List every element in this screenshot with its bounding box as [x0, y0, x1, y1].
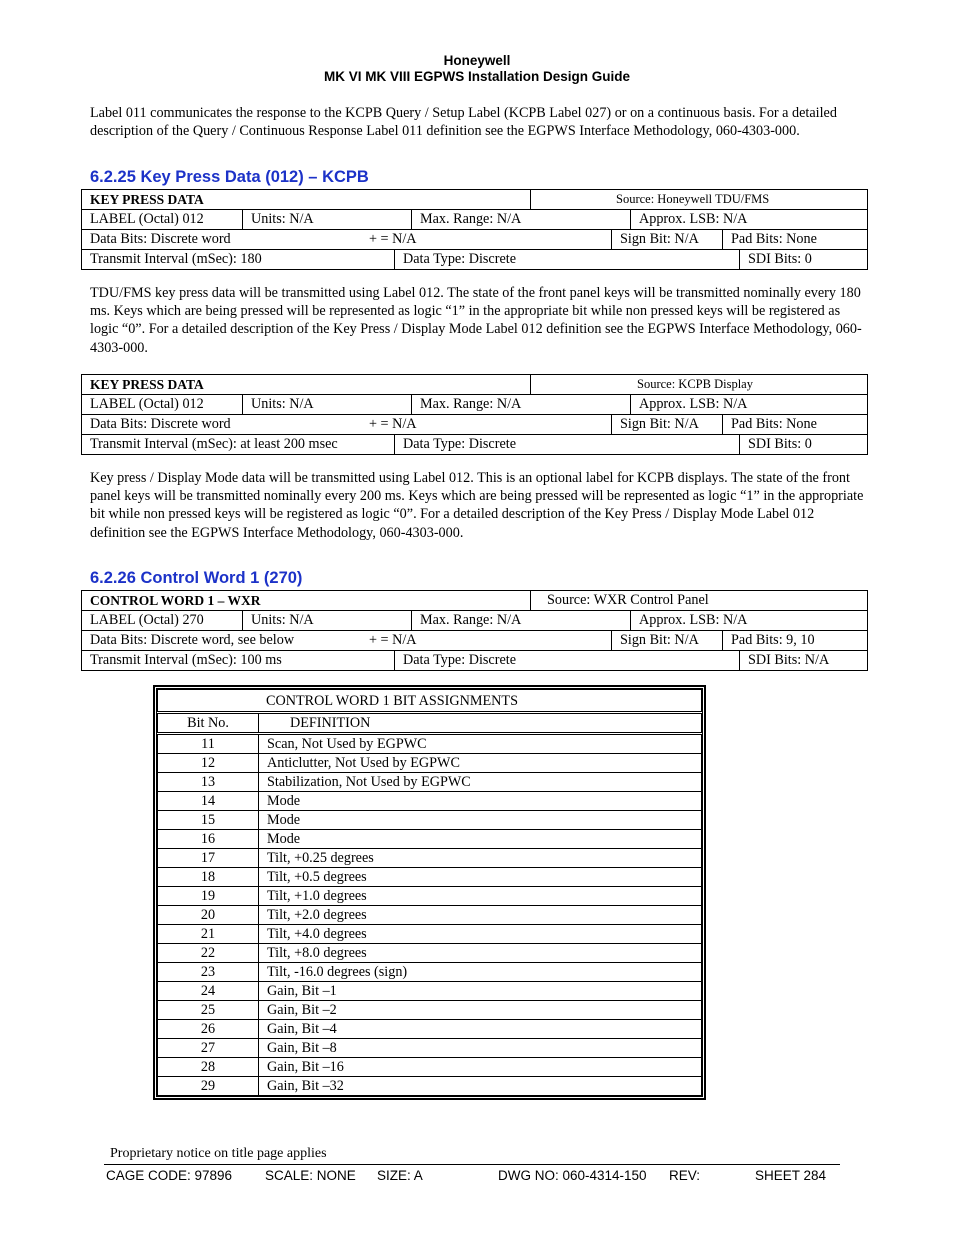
bit-number-cell: 15 — [158, 811, 259, 830]
table-row — [158, 849, 702, 868]
bit-number-cell: 25 — [158, 1001, 259, 1020]
table-transmit-interval: Transmit Interval (mSec): at least 200 msec — [82, 435, 395, 454]
table-data-bits: Data Bits: Discrete word, see below — [90, 632, 295, 648]
table-pad-bits: Pad Bits: None — [731, 416, 817, 432]
header-company: Honeywell — [443, 53, 511, 68]
table-sdi-bits: SDI Bits: 0 — [748, 436, 812, 452]
bit-definition-cell: Tilt, +4.0 degrees — [259, 925, 702, 944]
table-row — [158, 1020, 702, 1039]
bit-definition-cell: Gain, Bit –4 — [259, 1020, 702, 1039]
bit-number-cell: 14 — [158, 792, 259, 811]
header-title: MK VI MK VIII EGPWS Installation Design Guide — [323, 69, 631, 84]
bit-definition-cell: Gain, Bit –2 — [259, 1001, 702, 1020]
table-units: Units: N/A — [243, 611, 412, 630]
table-name: KEY PRESS DATA — [82, 190, 531, 209]
table-row — [158, 773, 702, 792]
bit-number-cell: 19 — [158, 887, 259, 906]
bit-number-cell: 28 — [158, 1058, 259, 1077]
bit-definition-cell: Gain, Bit –16 — [259, 1058, 702, 1077]
key-press-definition-table-1 — [81, 189, 868, 270]
table-row — [158, 944, 702, 963]
bit-definition-cell: Anticlutter, Not Used by EGPWC — [259, 754, 702, 773]
footer-size: SIZE: A — [377, 1168, 423, 1183]
table-label: LABEL (Octal) 012 — [82, 210, 243, 229]
footer-rev: REV: — [669, 1168, 701, 1183]
table-data-type: Data Type: Discrete — [395, 651, 740, 670]
table-row — [158, 792, 702, 811]
table-row — [158, 754, 702, 773]
table-source: Source: WXR Control Panel — [547, 592, 709, 608]
table-max-range: Max. Range: N/A — [412, 611, 631, 630]
table-transmit-interval: Transmit Interval (mSec): 100 ms — [82, 651, 395, 670]
table-sign-bit: Sign Bit: N/A — [612, 415, 723, 434]
bit-number-cell: 23 — [158, 963, 259, 982]
bit-number-cell: 22 — [158, 944, 259, 963]
footer-scale: SCALE: NONE — [265, 1168, 356, 1183]
table-units: Units: N/A — [243, 395, 412, 414]
definition-header: DEFINITION — [259, 713, 702, 734]
proprietary-notice: Proprietary notice on title page applies — [110, 1146, 327, 1161]
footer-dwg-no: DWG NO: 060-4314-150 — [498, 1168, 647, 1183]
key-press-paragraph-2: Key press / Display Mode data will be transmitted using Label 012. This is an optional label for KCPB displays. The state of the front panel keys will be transmitted nominally every 200 ms. Keys which are being pressed will be represented as logic “1” in the appropriate bit while non pressed keys will be registered as logic “0”. For a detailed description of the Key Press / Display Mode Label 012 definition see the EGPWS Interface Methodology, 060-4303-000. — [90, 470, 864, 541]
bit-number-cell: 26 — [158, 1020, 259, 1039]
bit-number-cell: 20 — [158, 906, 259, 925]
table-name: CONTROL WORD 1 – WXR — [82, 591, 531, 610]
table-approx-lsb: Approx. LSB: N/A — [639, 612, 748, 628]
key-press-paragraph-1: TDU/FMS key press data will be transmitted using Label 012. The state of the front panel keys will be transmitted nominally every 180 ms. Keys which are being pressed will be represented as logic “1” in the appropriate bit while non pressed keys will be registered as logic “0”. For a detailed description of the Key Press / Display Mode Label 012 definition see the EGPWS Interface Methodology, 060-4303-000. — [90, 285, 862, 356]
table-source: Source: Honeywell TDU/FMS — [616, 192, 770, 206]
bit-definition-cell: Tilt, -16.0 degrees (sign) — [259, 963, 702, 982]
table-data-bits: Data Bits: Discrete word — [90, 416, 231, 432]
bit-definition-cell: Tilt, +1.0 degrees — [259, 887, 702, 906]
table-sign-bit: Sign Bit: N/A — [612, 230, 723, 249]
bit-definition-cell: Mode — [259, 830, 702, 849]
bit-table-title: CONTROL WORD 1 BIT ASSIGNMENTS — [158, 690, 702, 713]
table-row — [158, 925, 702, 944]
bit-number-cell: 13 — [158, 773, 259, 792]
table-sdi-bits: SDI Bits: 0 — [748, 251, 812, 267]
table-data-type: Data Type: Discrete — [395, 435, 740, 454]
bit-definition-cell: Stabilization, Not Used by EGPWC — [259, 773, 702, 792]
table-row — [158, 906, 702, 925]
bit-number-cell: 16 — [158, 830, 259, 849]
table-approx-lsb: Approx. LSB: N/A — [639, 396, 748, 412]
table-row — [158, 887, 702, 906]
key-press-definition-table-2 — [81, 374, 868, 455]
table-row — [158, 1039, 702, 1058]
table-data-bits: Data Bits: Discrete word — [90, 231, 231, 247]
table-max-range: Max. Range: N/A — [412, 210, 631, 229]
section-heading-control-word: 6.2.26 Control Word 1 (270) — [90, 569, 303, 587]
table-transmit-interval: Transmit Interval (mSec): 180 — [82, 250, 395, 269]
bit-no-header: Bit No. — [158, 713, 259, 734]
table-max-range: Max. Range: N/A — [412, 395, 631, 414]
table-pad-bits: Pad Bits: None — [731, 231, 817, 247]
table-row — [158, 1001, 702, 1020]
table-row — [158, 982, 702, 1001]
bit-definition-cell: Tilt, +0.5 degrees — [259, 868, 702, 887]
bit-definition-cell: Mode — [259, 811, 702, 830]
table-label: LABEL (Octal) 270 — [82, 611, 243, 630]
table-approx-lsb: Approx. LSB: N/A — [639, 211, 748, 227]
table-row — [158, 1058, 702, 1077]
bit-definition-cell: Gain, Bit –1 — [259, 982, 702, 1001]
table-sign-bit: Sign Bit: N/A — [612, 631, 723, 650]
table-plus-equals: + = N/A — [361, 631, 612, 650]
footer-sheet: SHEET 284 — [755, 1168, 827, 1183]
bit-number-cell: 27 — [158, 1039, 259, 1058]
bit-number-cell: 18 — [158, 868, 259, 887]
section-heading-key-press: 6.2.25 Key Press Data (012) – KCPB — [90, 168, 369, 186]
table-units: Units: N/A — [243, 210, 412, 229]
table-source: Source: KCPB Display — [637, 377, 753, 391]
table-sdi-bits: SDI Bits: N/A — [748, 652, 830, 668]
bit-definition-cell: Scan, Not Used by EGPWC — [259, 734, 702, 754]
bit-definition-cell: Tilt, +8.0 degrees — [259, 944, 702, 963]
table-label: LABEL (Octal) 012 — [82, 395, 243, 414]
bit-definition-cell: Gain, Bit –32 — [259, 1077, 702, 1096]
bit-definition-cell: Gain, Bit –8 — [259, 1039, 702, 1058]
table-row — [158, 868, 702, 887]
bit-definition-cell: Tilt, +2.0 degrees — [259, 906, 702, 925]
footer-rule — [104, 1164, 840, 1165]
table-row — [158, 1077, 702, 1096]
table-row — [158, 963, 702, 982]
footer-cage-code: CAGE CODE: 97896 — [106, 1168, 233, 1183]
bit-number-cell: 29 — [158, 1077, 259, 1096]
bit-number-cell: 12 — [158, 754, 259, 773]
bit-number-cell: 17 — [158, 849, 259, 868]
bit-number-cell: 21 — [158, 925, 259, 944]
table-row — [158, 811, 702, 830]
table-pad-bits: Pad Bits: 9, 10 — [731, 632, 815, 648]
bit-number-cell: 11 — [158, 734, 259, 754]
table-name: KEY PRESS DATA — [82, 375, 531, 394]
intro-paragraph: Label 011 communicates the response to the KCPB Query / Setup Label (KCPB Label 027) or on a continuous basis. For a detailed description of the Query / Continuous Response Label 011 definition see the EGPWS Interface Methodology, 060-4303-000. — [90, 105, 837, 140]
table-plus-equals: + = N/A — [361, 230, 612, 249]
bit-number-cell: 24 — [158, 982, 259, 1001]
control-word-definition-table — [81, 590, 868, 671]
table-row — [158, 830, 702, 849]
bit-definition-cell: Tilt, +0.25 degrees — [259, 849, 702, 868]
table-data-type: Data Type: Discrete — [395, 250, 740, 269]
bit-definition-cell: Mode — [259, 792, 702, 811]
table-plus-equals: + = N/A — [361, 415, 612, 434]
bit-assignments-table — [153, 685, 706, 1100]
table-row — [158, 734, 702, 754]
